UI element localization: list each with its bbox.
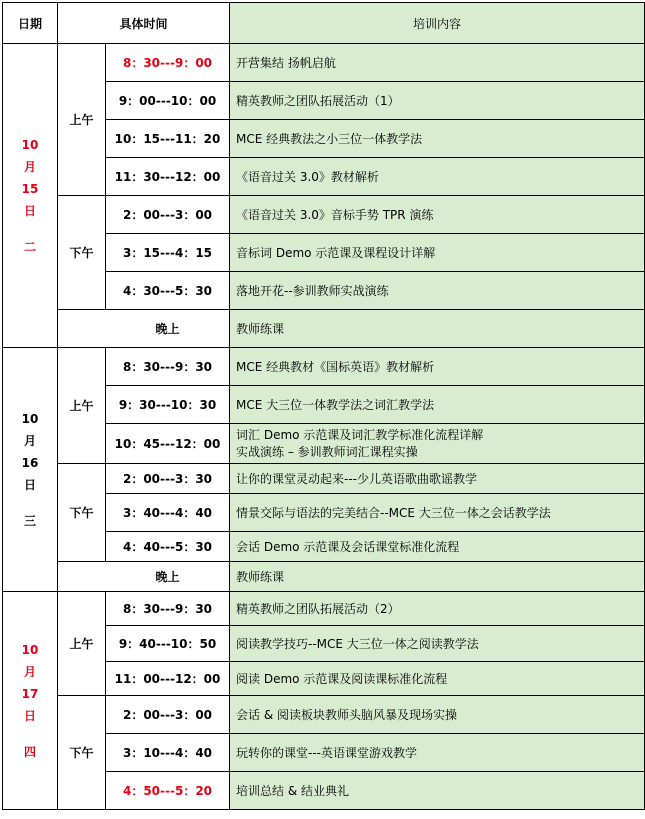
content-line: 精英教师之团队拓展活动（1）	[236, 93, 400, 108]
schedule-row	[3, 310, 645, 348]
training-content	[230, 592, 645, 626]
content-line: 会话 & 阅读板块教师头脑风暴及现场实操	[236, 707, 458, 722]
content-line: 情景交际与语法的完美结合--MCE 大三位一体之会话教学法	[236, 505, 551, 520]
content-line: 教师练课	[236, 321, 285, 336]
schedule-row	[3, 196, 645, 234]
period-label: 上午	[58, 592, 106, 696]
training-content	[230, 44, 645, 82]
time-slot: 8：30---9：30	[106, 348, 230, 386]
training-content	[230, 272, 645, 310]
date-line: 二	[23, 239, 36, 254]
content-line: 实战演练 – 参训教师词汇课程实操	[236, 444, 418, 459]
date-line: 17	[21, 686, 39, 701]
date-line: 月	[23, 664, 36, 679]
time-slot: 3：10---4：40	[106, 734, 230, 772]
content-line: 《语音过关 3.0》教材解析	[236, 169, 379, 184]
content-line: 词汇 Demo 示范课及词汇教学标准化流程详解	[236, 427, 484, 442]
training-content	[230, 464, 645, 494]
time-slot: 9：40---10：50	[106, 626, 230, 662]
content-line: 落地开花--参训教师实战演练	[236, 283, 389, 298]
time-slot: 4：40---5：30	[106, 532, 230, 562]
training-content	[230, 82, 645, 120]
date-line: 15	[21, 181, 39, 196]
date-line: 日	[23, 477, 36, 492]
training-content	[230, 348, 645, 386]
time-slot: 3：15---4：15	[106, 234, 230, 272]
date-line: 日	[23, 708, 36, 723]
training-content	[230, 386, 645, 424]
content-line: 精英教师之团队拓展活动（2）	[236, 601, 400, 616]
content-line: MCE 经典教法之小三位一体教学法	[236, 131, 423, 146]
content-line: 阅读教学技巧--MCE 大三位一体之阅读教学法	[236, 636, 479, 651]
date-line: 10	[21, 411, 39, 426]
period-label: 上午	[58, 348, 106, 464]
training-content	[230, 196, 645, 234]
period-label: 晚上	[58, 310, 230, 348]
schedule-row	[3, 464, 645, 494]
schedule-row	[3, 696, 645, 734]
training-content	[230, 120, 645, 158]
training-content	[230, 158, 645, 196]
training-content	[230, 734, 645, 772]
date-line: 四	[23, 744, 36, 759]
date-line: 日	[23, 203, 36, 218]
date-line: 月	[23, 433, 36, 448]
header-row	[3, 3, 645, 44]
time-slot: 10：15---11：20	[106, 120, 230, 158]
training-content	[230, 696, 645, 734]
time-slot: 4：30---5：30	[106, 272, 230, 310]
time-slot: 2：00---3：00	[106, 196, 230, 234]
time-slot: 8：30---9：00	[106, 44, 230, 82]
content-line: MCE 经典教材《国标英语》教材解析	[236, 359, 435, 374]
content-line: MCE 大三位一体教学法之词汇教学法	[236, 397, 435, 412]
time-slot: 9：30---10：30	[106, 386, 230, 424]
period-label: 下午	[58, 196, 106, 310]
period-label: 晚上	[58, 562, 230, 592]
content-line: 《语音过关 3.0》音标手势 TPR 演练	[236, 207, 434, 222]
content-line: 会话 Demo 示范课及会话课堂标准化流程	[236, 539, 460, 554]
content-line: 开营集结 扬帆启航	[236, 55, 336, 70]
date-line: 10	[21, 137, 39, 152]
header-date: 日期	[3, 3, 58, 44]
time-slot: 11：30---12：00	[106, 158, 230, 196]
date-line: 三	[23, 513, 36, 528]
time-slot: 3：40---4：40	[106, 494, 230, 532]
training-content	[230, 772, 645, 810]
content-line: 音标词 Demo 示范课及课程设计详解	[236, 245, 436, 260]
content-line: 阅读 Demo 示范课及阅读课标准化流程	[236, 671, 448, 686]
day-date-cell	[3, 44, 58, 348]
date-line: 月	[23, 159, 36, 174]
schedule-row	[3, 44, 645, 82]
training-content	[230, 626, 645, 662]
training-content	[230, 234, 645, 272]
time-slot: 8：30---9：30	[106, 592, 230, 626]
date-line: 16	[21, 455, 39, 470]
training-content	[230, 532, 645, 562]
period-label: 下午	[58, 696, 106, 810]
content-line: 教师练课	[236, 569, 285, 584]
schedule-table	[2, 2, 645, 810]
training-content	[230, 310, 645, 348]
content-line: 培训总结 & 结业典礼	[236, 783, 350, 798]
time-slot: 9：00---10：00	[106, 82, 230, 120]
training-content	[230, 662, 645, 696]
training-content	[230, 562, 645, 592]
time-slot: 10：45---12：00	[106, 424, 230, 464]
time-slot: 2：00---3：00	[106, 696, 230, 734]
day-date-cell	[3, 592, 58, 810]
header-content: 培训内容	[230, 3, 645, 44]
schedule-row	[3, 592, 645, 626]
date-line: 10	[21, 642, 39, 657]
schedule-row	[3, 562, 645, 592]
schedule-row	[3, 348, 645, 386]
header-time: 具体时间	[58, 3, 230, 44]
time-slot: 2：00---3：30	[106, 464, 230, 494]
period-label: 上午	[58, 44, 106, 196]
training-content	[230, 494, 645, 532]
time-slot: 11：00---12：00	[106, 662, 230, 696]
content-line: 玩转你的课堂---英语课堂游戏教学	[236, 745, 418, 760]
content-line: 让你的课堂灵动起来---少儿英语歌曲歌谣教学	[236, 471, 478, 486]
training-content	[230, 424, 645, 464]
day-date-cell	[3, 348, 58, 592]
period-label: 下午	[58, 464, 106, 562]
time-slot: 4：50---5：20	[106, 772, 230, 810]
